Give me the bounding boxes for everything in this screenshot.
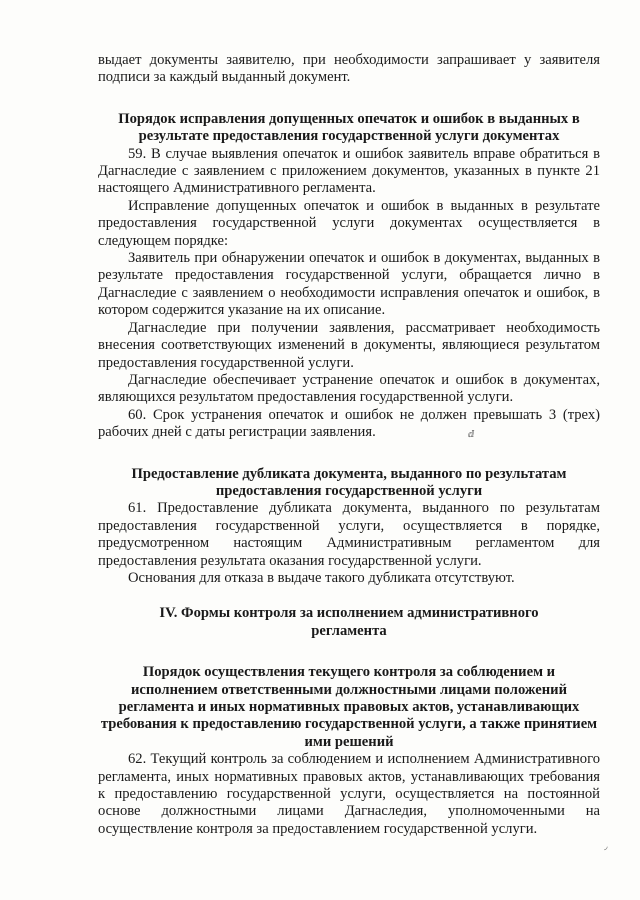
paragraph-ensure: Дагнаследие обеспечивает устранение опечаток и ошибок в документах, являющихся результатом предоставления государственной услуги. xyxy=(98,371,600,406)
paragraph-applicant-request: Заявитель при обнаружении опечаток и ошибок в документах, выданных в результате предоставления государственной услуги, обращается лично в Дагнаследие с заявлением о необходимости исправления опечаток и ошибок, в котором содержится указание на их описание. xyxy=(98,250,600,319)
heading-current-control: Порядок осуществления текущего контроля за соблюдением и исполнением ответственными должностными лицами положений регламента и иных нормативных правовых актов, устанавливающих требования к предоставлению государственной услуги, а также принятием ими решений xyxy=(100,664,598,750)
paragraph-62: 62. Текущий контроль за соблюдением и исполнением Административного регламента, иных нормативных правовых актов, устанавливающих требования к предоставлению государственной услуги, осуществляется на постоянной основе должностными лицами Дагнаследия, уполномоченными на осуществление контроля за предоставлением государственной услуги. xyxy=(98,751,600,837)
heading-errors-correction: Порядок исправления допущенных опечаток и ошибок в выданных в результате предоставления государственной услуги документах xyxy=(118,110,580,145)
paragraph-continuation: выдает документы заявителю, при необходимости запрашивает у заявителя подписи за каждый выданный документ. xyxy=(98,52,600,86)
paragraph-61: 61. Предоставление дубликата документа, выданного по результатам предоставления государственной услуги, осуществляется в порядке, предусмотренном настоящим Административным регламентом для предоставления результата оказания государственной услуги. xyxy=(98,500,600,569)
paragraph-review: Дагнаследие при получении заявления, рассматривает необходимость внесения соответствующих изменений в документы, являющиеся результатом предоставления государственной услуги. xyxy=(98,319,600,371)
paragraph-refusal: Основания для отказа в выдаче такого дубликата отсутствуют. xyxy=(128,569,515,586)
scan-speck: ⅆ xyxy=(468,429,475,439)
heading-duplicate: Предоставление дубликата документа, выданного по результатам предоставления государственной услуги xyxy=(131,465,567,499)
paragraph-correction-order: Исправление допущенных опечаток и ошибок в выданных в результате предоставления государственной услуги документах осуществляется в следующем порядке: xyxy=(98,197,600,249)
heading-section-iv: IV. Формы контроля за исполнением административного регламента xyxy=(159,605,539,639)
paragraph-60: 60. Срок устранения опечаток и ошибок не должен превышать 3 (трех) рабочих дней с даты регистрации заявления. xyxy=(98,406,600,441)
scan-speck: ◞ xyxy=(604,841,608,851)
paragraph-59: 59. В случае выявления опечаток и ошибок заявитель вправе обратиться в Дагнаследие с заявлением с приложением документов, указанных в пункте 21 настоящего Административного регламента. xyxy=(98,145,600,197)
